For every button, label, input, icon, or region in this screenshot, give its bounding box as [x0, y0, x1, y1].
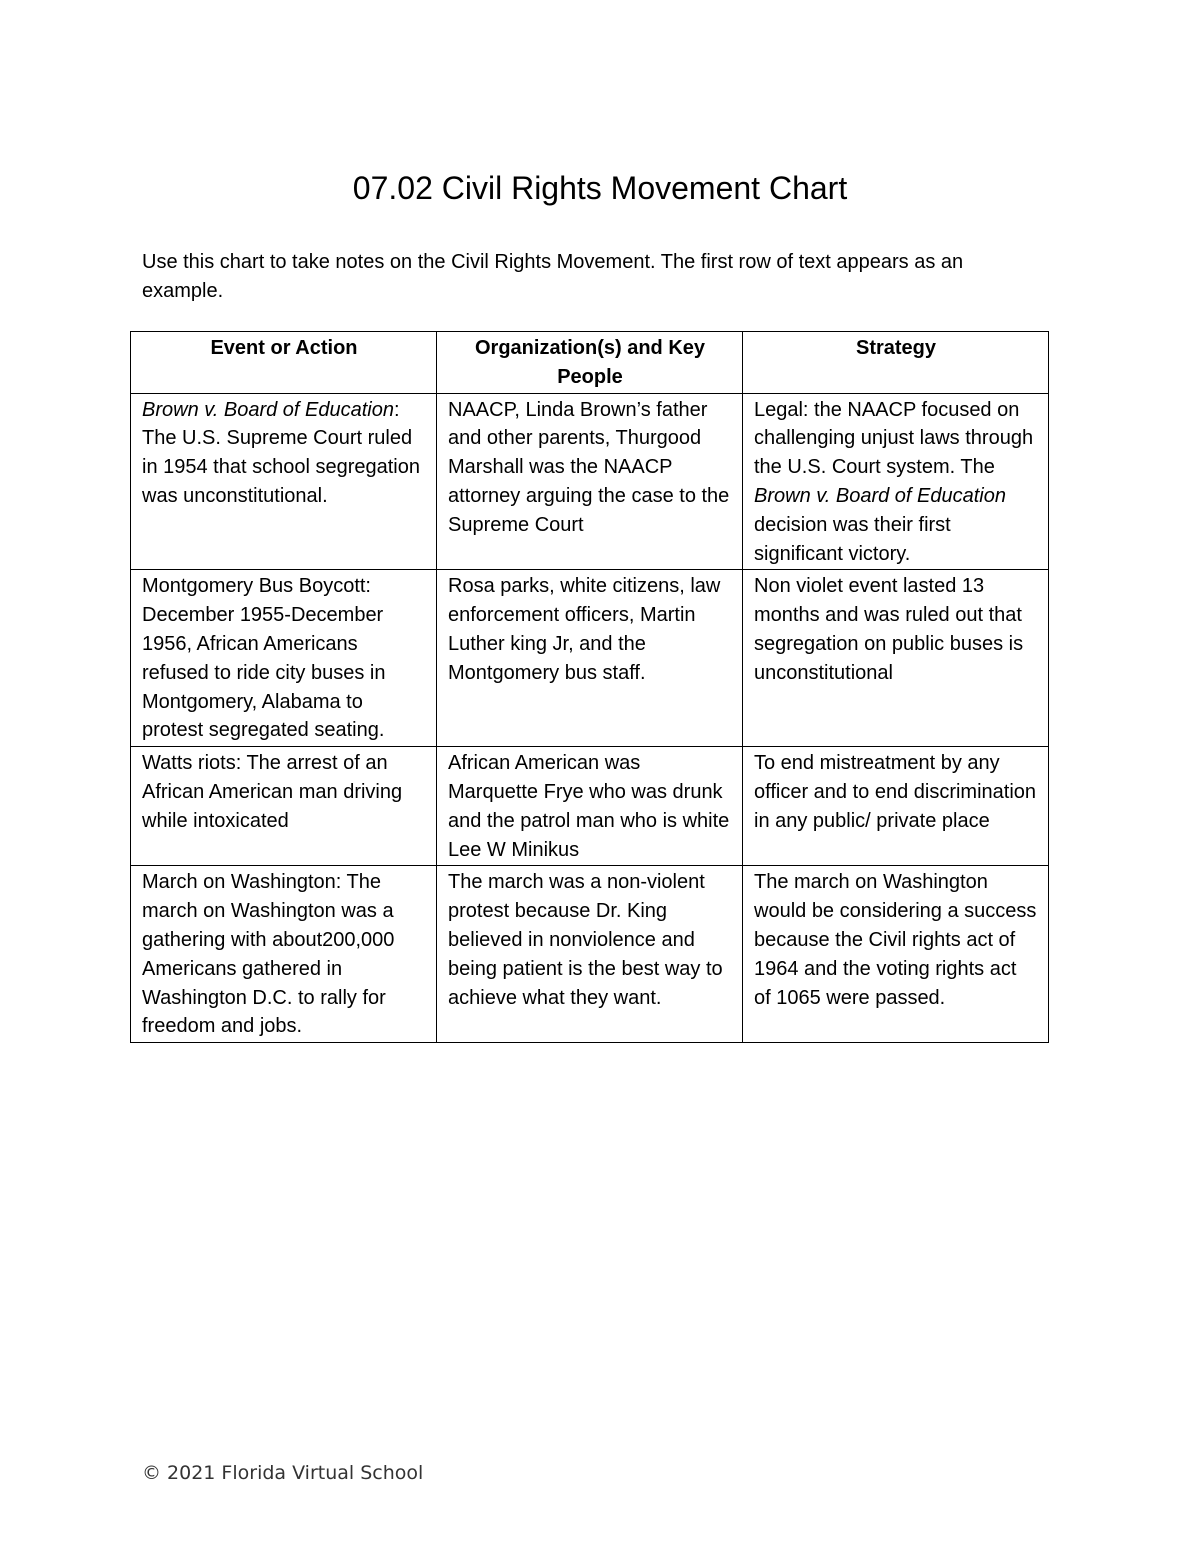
intro-paragraph: Use this chart to take notes on the Civil Rights Movement. The first row of text appears as an example.	[142, 251, 964, 302]
cell-organizations: Rosa parks, white citizens, law enforcement officers, Martin Luther king Jr, and the Montgomery bus staff.	[437, 570, 743, 747]
cell-organizations: The march was a non-violent protest because Dr. King believed in nonviolence and being patient is the best way to achieve what they want.	[437, 866, 743, 1043]
cell-strategy: Non violet event lasted 13 months and was ruled out that segregation on public buses is unconstitutional	[743, 570, 1049, 747]
header-event: Event or Action	[131, 332, 437, 394]
cell-event: Watts riots: The arrest of an African American man driving while intoxicated	[131, 747, 437, 866]
header-strategy: Strategy	[743, 332, 1049, 394]
header-organizations: Organization(s) and Key People	[437, 332, 743, 394]
table-header-row	[131, 332, 1049, 394]
table-row	[131, 866, 1049, 1043]
cell-event: March on Washington: The march on Washington was a gathering with about200,000 Americans gathered in Washington D.C. to rally for freedom and jobs.	[131, 866, 437, 1043]
event-italic-text: Brown v. Board of Education	[142, 398, 394, 421]
copyright-footer: © 2021 Florida Virtual School	[142, 1462, 424, 1484]
cell-organizations: African American was Marquette Frye who was drunk and the patrol man who is white Lee W Minikus	[437, 747, 743, 866]
event-text: : The U.S. Supreme Court ruled in 1954 that school segregation was unconstitutional.	[142, 398, 420, 507]
cell-organizations: NAACP, Linda Brown’s father and other parents, Thurgood Marshall was the NAACP attorney arguing the case to the Supreme Court	[437, 393, 743, 570]
civil-rights-chart-table	[130, 331, 1049, 1043]
cell-event: Montgomery Bus Boycott: December 1955-December 1956, African Americans refused to ride city buses in Montgomery, Alabama to protest segregated seating.	[131, 570, 437, 747]
page-title: 07.02 Civil Rights Movement Chart	[352, 170, 848, 206]
cell-strategy: To end mistreatment by any officer and to end discrimination in any public/ private place	[743, 747, 1049, 866]
cell-strategy: The march on Washington would be considering a success because the Civil rights act of 1964 and the voting rights act of 1065 were passed.	[743, 866, 1049, 1043]
strategy-text-end: decision was their first significant victory.	[754, 513, 951, 565]
strategy-text: Legal: the NAACP focused on challenging unjust laws through the U.S. Court system. The	[754, 398, 1034, 479]
table-row	[131, 570, 1049, 747]
cell-event	[131, 393, 437, 570]
table-row	[131, 747, 1049, 866]
cell-strategy	[743, 393, 1049, 570]
strategy-italic-text: Brown v. Board of Education	[754, 484, 1006, 507]
table-row	[131, 393, 1049, 570]
